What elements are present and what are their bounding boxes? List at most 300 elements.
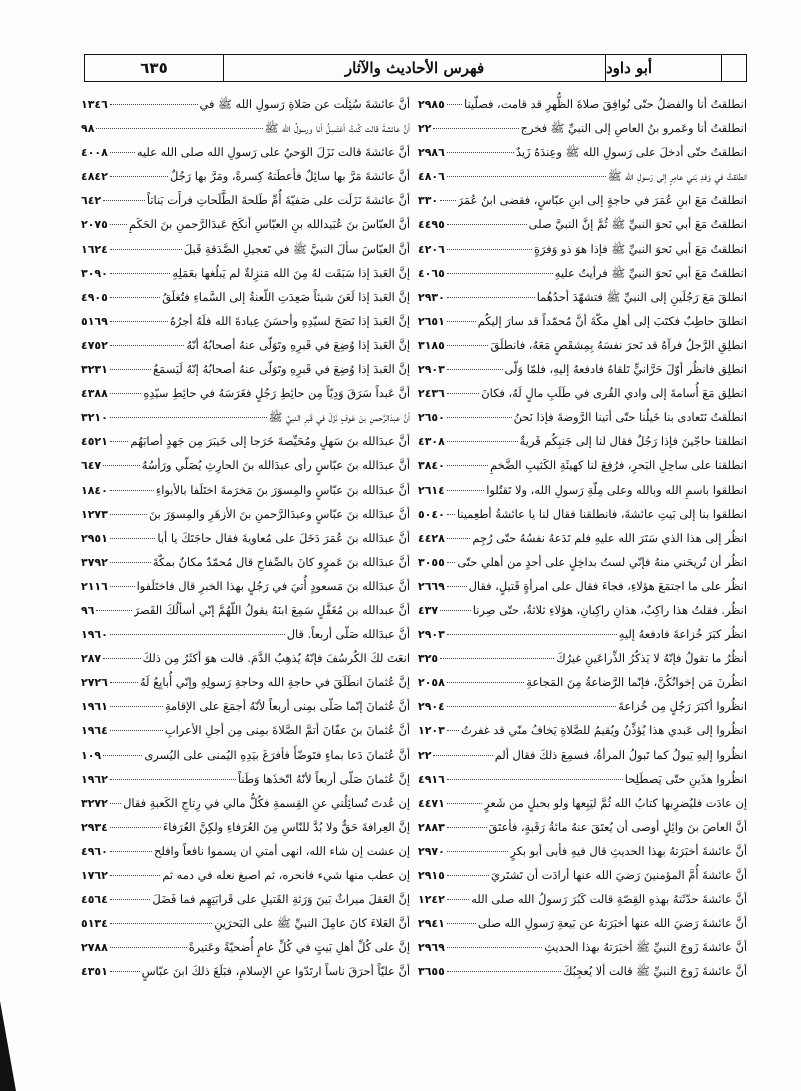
entry-text: انظُر. فقلتُ هذا راكِبٌ، هذانِ راكِبانِ، هؤلاءِ ثلاثةٌ، حتّى صِرنا [472,602,747,617]
entry-text: انطلقتُ في وَفدِ بَني عامِرٍ إلى رَسولِ الله ﷺ [607,169,747,184]
entry-leader-dots [447,465,488,466]
entry-leader-dots [103,658,140,659]
entry-text: انطلقنا حاجّينَ فإذا رَجُلٌ فقال لنا إلى جَنبِكُم قَريةٌ [519,434,747,449]
entry-leader-dots [110,586,135,587]
index-entry [418,718,747,742]
index-entry [418,767,747,791]
entry-text: أنَّ عائشةَ زَوجَ النبيِّ ﷺ أخبَرَتهُ بهذا الحديثِ [544,940,747,955]
index-entry [418,743,747,767]
index-entry [418,887,747,911]
index-entry [81,839,410,863]
index-entry [81,911,410,935]
entry-hadith-number: ٢٧٢٦ [81,676,108,690]
entry-hadith-number: ٤٥٢١ [81,435,108,449]
index-entry [418,140,747,164]
entry-leader-dots [447,538,471,539]
entry-hadith-number: ٢٩٣٤ [81,820,108,834]
index-entry [418,261,747,285]
entry-text: انظُروا إلى عَبدي هذا يُؤذِّنُ ويُقيمُ للصَّلاةِ يَخافُ منّي قد غفرتُ [460,723,747,738]
entry-leader-dots [110,947,187,948]
index-entry [81,116,410,140]
entry-text: انطلِق فانظُر أوّلَ حَرَّانيٍّ تَلقاهُ فادفعهُ إليهِ، فلمّا وَلّى [504,362,747,377]
entry-hadith-number: ٤٤٢٨ [418,531,445,545]
entry-text: أنَّ عائشةَ حدّثَتهُ بهذهِ القِصّةِ قالت كَبُرَ رَسولُ الله صلى الله [471,892,747,907]
entry-leader-dots [447,249,532,250]
index-entry [81,743,410,767]
entry-hadith-number: ٢٩٠٤ [418,700,445,714]
index-entry [418,670,747,694]
entry-leader-dots [103,200,145,201]
index-entry [418,863,747,887]
entry-hadith-number: ١٦٢٤ [81,242,108,256]
entry-text: أنَّ عبدَالله بنَ عُمَرَ دَخَلَ على مُعاويةَ فقال حاجَتَكَ يا أبا [157,530,410,545]
entry-text: أنَّ العبّاسَ بنَ عُبَيدالله بنِ العبّاسِ أنكَحَ عَبدَالرَّحمنِ بنَ الحَكَمِ [129,217,410,232]
entry-text: انطلقتُ مَعَ أبي نَحوَ النبيِّ ﷺ فرأيتُ عليهِ [554,265,747,280]
entry-leader-dots [110,176,168,177]
entry-text: انطلقوا باسمِ الله وبالله وعلى مِلّةِ رَسولِ الله، ولا تَقتُلوا [486,482,747,497]
entry-hadith-number: ٥٠٤٠ [418,507,445,521]
entry-leader-dots [440,610,471,611]
entry-text: إنَّ عُثمانَ صَلّى أربعاً لأنّهُ اتّخذَها وَطَناً [237,771,410,786]
index-entry [81,261,410,285]
entry-text: أنَّ العَلاءَ كانَ عامِلَ النبيِّ ﷺ على البَحرَينِ [214,916,410,931]
entry-hadith-number: ٢٠٧٥ [81,218,108,232]
entry-leader-dots [447,875,489,876]
entry-hadith-number: ١٧٦٢ [81,869,108,882]
entry-leader-dots [447,803,482,804]
entry-hadith-number: ٥١٣٤ [81,917,108,931]
entry-text: إن عشت إن شاء الله، انهى أمتي ان يسموا نافعاً وافلح [153,843,410,858]
entry-text: انطلقَ مَعَ رَجُلَينِ إلى النبيِّ ﷺ فتشهّدَ أحدُهُما [536,289,747,304]
index-entry [81,285,410,309]
entry-text: إن عُدتَ تُسائِلُني عنِ القِسمةِ فكُلُّ مالي في رِتاجِ الكَعبةِ فقال [123,795,410,810]
entry-hadith-number: ٢٦٥١ [418,314,445,328]
index-entry [418,116,747,140]
entry-hadith-number: ٣٠٩٠ [81,266,108,280]
index-entry [81,357,410,381]
header-edge-cell [721,55,746,81]
entry-hadith-number: ٢٩٧٠ [418,844,445,858]
index-entry [418,550,747,574]
index-entry [418,839,747,863]
index-entry [418,357,747,381]
entry-hadith-number: ٢٩٠٣ [418,363,445,377]
index-entry [418,237,747,261]
index-entry [418,815,747,839]
entry-text: أنَّ عائشةَ سُئِلَت عن صَلاةِ رَسولِ الله ﷺ في [199,97,410,111]
entry-hadith-number: ٣٢٥ [418,652,439,666]
index-entry [81,140,410,164]
entry-text: انظُروا هذَينِ حتّى يَصطَلِحا [624,771,747,786]
entry-leader-dots [110,634,285,635]
entry-leader-dots [447,971,561,972]
entry-hadith-number: ٤٠٠٨ [81,146,108,160]
entry-text: إن عادَت فليُضرِبها كتابُ الله ثُمَّ ليَبِعها ولو بحبلٍ من شَعرٍ [484,795,747,810]
entry-hadith-number: ٢٢ [418,122,432,136]
index-entry [81,92,410,116]
index-entry [418,188,747,212]
entry-leader-dots [447,321,476,322]
entry-hadith-number: ٢٢ [418,748,432,762]
entry-leader-dots [110,779,236,780]
entry-hadith-number: ٤٨٤٢ [81,170,108,184]
entry-leader-dots [440,658,554,659]
entry-leader-dots [447,152,514,153]
index-entry [81,718,410,742]
index-entry [81,212,410,236]
index-entry [418,694,747,718]
entry-leader-dots [110,851,152,852]
entry-leader-dots [447,899,469,900]
entry-leader-dots [447,586,467,587]
entry-hadith-number: ٤٧٥٢ [81,338,108,352]
entry-leader-dots [110,538,156,539]
entry-text: أنَّ عبدالله بن مُغَفَّلٍ سَمِعَ ابنَهُ يقولُ اللّهُمَّ إنّي أسألُكَ القَصرَ [133,602,410,617]
entry-leader-dots [110,273,170,274]
entry-text: انطلِقِ الرَّجلُ فرآهُ قد نَحرَ نفسَهُ بِمِشقَصٍ مَعَهُ، فانطلَقَ [490,337,747,352]
entry-leader-dots [433,128,518,129]
entry-leader-dots [110,297,160,298]
index-entry [418,526,747,550]
entry-hadith-number: ٣٨٤٠ [418,459,445,473]
entry-text: إنَّ العَبدَ إذا وُضِعَ في قَبرِهِ وتَوَلّى عنهُ أصحابُهُ إنّهُ لَيَسمَعُ [153,362,410,377]
entry-hadith-number: ١٢٠٣ [418,724,445,738]
entry-text: انطلَقتُ نَتَعادى بنا خَيلُنا حتّى أتينا الرَّوضةَ فإذا نَحنُ [513,410,747,425]
entry-leader-dots [447,923,476,924]
index-column-left [81,92,410,983]
entry-text: انطلقتُ أنا وعَمرو بنُ العاصِ إلى النبيِّ ﷺ فخرج [520,121,747,136]
index-entry [418,92,747,116]
index-entry [81,164,410,188]
entry-leader-dots [110,393,141,394]
entry-leader-dots [447,441,518,442]
entry-hadith-number: ٣٣٠ [418,194,439,208]
entry-leader-dots [447,104,462,105]
index-entry [418,502,747,526]
entry-hadith-number: ٤٣٥١ [81,965,108,979]
index-entry [418,911,747,935]
index-entry [81,188,410,212]
index-entry [418,285,747,309]
header-page-number: ٦٣٥ [140,59,168,77]
entry-hadith-number: ٤٥٦٤ [81,893,108,907]
entry-text: إنَّ على كُلِّ أهلِ بَيتٍ في كُلِّ عامٍ أُضحيّةً وعَتيرةً [188,940,410,955]
entry-text: انطلقتُ أنا والفضلُ حتّى نُوافِقَ صلاةَ الظُّهرِ قد قامت، فصلّينا [463,97,747,111]
entry-text: إنَّ العَبدَ إذا لَعَنَ شيئاً صَعِدَتِ اللّعنةُ إلى السَّماءِ فتُغلَقُ [162,289,410,304]
entry-text: انظُر إلى هذا الذي سَتَرَ الله عليهِ فلم تَدَعهُ نفسُهُ حتّى رُجِم [472,530,747,545]
index-entry [81,815,410,839]
entry-text: أنَّ عُثمانَ إنّما صَلّى بمِنى أربعاً لأنّهُ أجمَعَ على الإقامةِ [164,699,410,714]
entry-leader-dots [447,345,489,346]
entry-text: إنَّ العَقلَ ميراثٌ بَينَ وَرَثةِ القَتيلِ على قَرابَتِهِم فما فَضَلَ [152,892,410,907]
entry-leader-dots [447,393,479,394]
entry-leader-dots [447,273,553,274]
entry-leader-dots [447,224,527,225]
entry-leader-dots [110,514,147,515]
entry-text: انظُر كبَرَ خُزاعةَ فادفعهُ إليهِ [618,627,747,642]
entry-hadith-number: ٢٧٨٨ [81,941,108,955]
entry-hadith-number: ١٨٤٠ [81,483,108,497]
entry-text: انظُروا أكبَرَ رَجُلٍ مِن خُزاعةَ [618,699,747,714]
entry-leader-dots [447,779,623,780]
entry-leader-dots [440,200,456,201]
entry-leader-dots [110,562,151,563]
entry-leader-dots [447,827,487,828]
index-entry [81,502,410,526]
entry-leader-dots [447,947,542,948]
index-entry [418,959,747,983]
entry-hadith-number: ٤٤٩٥ [418,218,445,232]
entry-text: أنَّ عائشةَ قالت كُنتُ أغتَسِلُ أنا ورسولُ الله ﷺ [264,121,410,136]
entry-hadith-number: ٢٦٦٩ [418,579,445,593]
index-entry [81,333,410,357]
entry-text: أنَّ عبدَالله بنَ مَسعودٍ أُتيَ في رَجُلٍ بهذا الخبرِ قال فاختَلَفوا [136,578,410,593]
entry-hadith-number: ٢٩٠٣ [418,628,445,642]
entry-text: انطلقتُ مَعَ أبي نَحوَ النبيِّ ﷺ فإذا هوَ ذو وَفرَةٍ [534,241,747,256]
entry-leader-dots [110,441,129,442]
entry-leader-dots [447,514,455,515]
entry-text: انظُر أن تُريحَني منهُ فإنّي لستُ بداخِلٍ على أحدٍ من أهلي حتّى [457,554,747,569]
entry-hadith-number: ١٩٦٤ [81,724,108,738]
entry-leader-dots [110,345,185,346]
entry-text: أنَّ عبدَالله بنَ عبّاسٍ رأى عبدَالله بنَ الحارِثِ يُصَلّي ورَأسُهُ [141,458,410,473]
entry-hadith-number: ٢٤٣٦ [418,387,445,401]
entry-hadith-number: ٤٠٦٥ [418,266,445,280]
index-entry [81,453,410,477]
index-entry [81,526,410,550]
entry-hadith-number: ٤٣٨٨ [81,387,108,401]
entry-hadith-number: ٤٤٧١ [418,796,445,810]
entry-leader-dots [110,490,154,491]
index-entry [81,237,410,261]
entry-text: أنَّ عائشةَ مَرَّ بها سائِلٌ فأعطَتهُ كِسرةً، ومَرَّ بها رَجُلٌ [170,169,410,184]
index-entry [81,622,410,646]
entry-text: أنَّ عبدَالله بنَ عَمرٍو كانَ بالصِّفاحِ قال مُحمّدٌ مكانٌ بمكّةَ [152,554,410,569]
entry-text: أنَّ عبدَالله بنَ عبّاسٍ وعبدَالرَّحمنِ بنَ الأزهَرِ والمِسوَرَ بنَ [148,506,410,521]
index-entry [418,405,747,429]
index-entry [418,453,747,477]
index-entry [418,212,747,236]
header-book-name: أبو داود [605,55,721,81]
entry-text: انظُرنَ مَن إخوانُكُنَّ، فإنّما الرَّضاعةُ مِنَ المَجاعةِ [526,675,747,690]
entry-hadith-number: ٩٦ [81,603,95,617]
entry-hadith-number: ٩٨ [81,122,95,136]
entry-text: أنَّ عبدَالرَّحمنِ بنَ عَوفٍ نَزَلَ في قَبرِ النبيِّ ﷺ [268,410,410,425]
index-entry [81,598,410,622]
entry-text: أنَّ عُثمانَ بنَ عفّانَ أتمَّ الصَّلاةَ بمِنى مِن أجلِ الأعرابِ [164,723,410,738]
entry-hadith-number: ٣٧٩٢ [81,555,108,569]
entry-hadith-number: ٤٣٧ [418,603,439,617]
entry-leader-dots [110,321,168,322]
entry-text: إنَّ العِرافةَ حَقٌّ ولا بُدَّ للنّاسِ مِنَ العُرَفاءِ ولكِنَّ العُرَفاءَ [162,819,410,834]
entry-hadith-number: ١٢٤٢ [418,893,445,907]
index-entry [418,935,747,959]
entry-leader-dots [447,297,535,298]
entry-leader-dots [447,730,459,731]
entry-leader-dots [447,706,616,707]
entry-text: أنظُرُ ما تقولُ فإنّهُ لا يَذكُرُ الذِّراعَينِ غيرُكَ [556,651,747,666]
entry-text: انطلقتُ حتّى أدخلَ على رَسولِ الله ﷺ وعِندَهُ زَيدٌ [515,145,747,160]
entry-text: أنَّ عائشةَ نَزَلَت على صَفيّةَ أُمِّ طَلحةَ الطَّلَحاتِ فرأَت بَناتاً [146,193,410,208]
entry-leader-dots [96,128,262,129]
entry-hadith-number: ٢٩٨٦ [418,146,445,160]
index-entry [81,863,410,887]
index-entry [81,670,410,694]
entry-hadith-number: ٣٠٥٥ [418,555,445,569]
entry-hadith-number: ٢١١٦ [81,579,108,593]
entry-hadith-number: ٤٩١٦ [418,772,445,786]
entry-hadith-number: ٣٢١٠ [81,411,108,425]
entry-leader-dots [110,803,121,804]
entry-hadith-number: ٤٩٠٥ [81,290,108,304]
entry-leader-dots [103,755,142,756]
entry-text: أنَّ العاصَ بنَ وائِلٍ أوصى أن يُعتَقَ عنهُ مائةُ رَقَبةٍ، فأعتَقَ [488,819,747,834]
entry-text: أنَّ عائشةَ أخبَرَتهُ بهذا الحديثِ قال فيهِ فأبى أبو بكرٍ [510,843,747,858]
index-entry [418,478,747,502]
entry-text: أنَّ عليّاً أحرَقَ ناساً ارتَدّوا عنِ الإسلامِ، فبَلَغَ ذلكَ ابنَ عبّاسٍ [141,964,410,979]
index-entry [81,791,410,815]
entry-hadith-number: ٥١٦٩ [81,314,108,328]
entry-text: انطلقتُ مَعَ أبي نَحوَ النبيِّ ﷺ ثُمَّ إنَّ النبيَّ صلى [528,217,747,232]
entry-hadith-number: ٢٨٧ [81,652,102,666]
index-entry [81,574,410,598]
entry-text: انطلقنا على ساحِلِ البَحرِ، فرُفِعَ لنا كهيئَةِ الكَثيبِ الضَّخمِ [490,458,747,473]
index-entry [418,164,747,188]
index-entry [81,309,410,333]
header-title: فهرس الأحاديث والآثار [223,55,605,81]
entry-leader-dots [447,490,484,491]
entry-hadith-number: ١٢٧٣ [81,507,108,521]
entry-hadith-number: ٢٩٨٥ [418,98,445,111]
index-entry [418,791,747,815]
index-entry [418,381,747,405]
index-entry [81,887,410,911]
entry-text: أنَّ عائشةَ زَوجَ النبيِّ ﷺ قالت ألا يُعجِبُكَ [563,964,747,979]
entry-text: انطلقَ حاطِبٌ فكتَبَ إلى أهلِ مكّةَ أنَّ مُحمّداً قد سارَ إليكُم [477,313,747,328]
entry-hadith-number: ٤٨٠٦ [418,170,445,184]
entry-hadith-number: ٢٩٤١ [418,917,445,931]
entry-hadith-number: ٤٣٠٨ [418,435,445,449]
entry-leader-dots [96,610,131,611]
entry-hadith-number: ٢٠٥٨ [418,676,445,690]
entry-leader-dots [103,465,140,466]
entry-leader-dots [110,923,212,924]
entry-hadith-number: ٣١٨٥ [418,338,445,352]
entry-leader-dots [447,417,512,418]
entry-hadith-number: ١٩٦٢ [81,772,108,786]
entry-leader-dots [110,899,150,900]
entry-text: انعَتَ لكَ الكُرسُفَ فإنّهُ يُذهِبُ الدَّمَ. قالت هوَ أكثَرُ مِن ذلكَ [142,651,410,666]
index-entry [81,646,410,670]
index-entry [81,405,410,429]
index-entry [81,381,410,405]
entry-leader-dots [110,249,182,250]
entry-text: أنَّ عائشةَ رَضيَ الله عنها أخبَرَتهُ عن بَيعةِ رَسولِ الله صلى [477,916,747,931]
entry-text: إنَّ العَبدَ إذا نَصَحَ لسيّدِهِ وأحسَنَ عِبادةَ الله فلَهُ أجرُهُ [169,313,410,328]
entry-text: انظُر على ما اجتمَعَ هؤلاءِ، فجاءَ فقال على امرأةٍ قَتيلٍ، فقال [468,578,747,593]
entry-leader-dots [447,851,509,852]
entry-leader-dots [110,827,161,828]
entry-text: إنَّ العَبدَ إذا سَبَقَت لهُ مِنَ الله مَنزِلةٌ لم يَبلُغها بعَمَلِهِ [172,265,410,280]
entry-text: إنَّ عُثمانَ انطَلَقَ في حاجةِ الله وحاجةِ رَسولِهِ وإنّي أُبايِعُ لَهُ [139,675,410,690]
entry-hadith-number: ٢٩٦٩ [418,941,445,955]
index-entry [418,333,747,357]
entry-hadith-number: ٦٤٧ [81,459,102,473]
entry-text: أنَّ عبدَالله بنَ سَهلٍ ومُحَيِّصةَ خَرَجا إلى خَيبَرَ مِن جَهدٍ أصابَهُم [130,434,410,449]
entry-text: إن عطب منها شيء فانحره، ثم اصبغ نعله في دمه ثم [162,868,410,882]
entry-hadith-number: ٦٤٢ [81,194,102,208]
entry-hadith-number: ٤٢٠٦ [418,242,445,256]
entry-text: أنَّ عَبداً سَرَقَ وَدِيّاً مِن حائِطِ رَجُلٍ فغَرَسَهُ في حائِطِ سيّدِهِ [143,386,410,401]
index-entry [418,598,747,622]
entry-hadith-number: ٢٩٥١ [81,531,108,545]
index-entry [81,694,410,718]
entry-text: انطلِق مَعَ أُسامةَ إلى وادي القُرى في طَلَبِ مالٍ لَهُ، فكانَ [481,386,747,401]
index-entry [418,622,747,646]
entry-hadith-number: ١٩٦١ [81,700,108,714]
index-entry [418,574,747,598]
entry-leader-dots [110,417,267,418]
index-entry [81,550,410,574]
entry-text: انطلقوا بنا إلى بَيتِ عائشةَ، فانطلقنا فقال لنا يا عائشةُ أطعِمينا [456,506,747,521]
entry-leader-dots [110,224,127,225]
entry-hadith-number: ١٠٩ [81,748,102,762]
entry-leader-dots [110,682,138,683]
entry-hadith-number: ٢٦١٤ [418,483,445,497]
entry-text: أنَّ عبدَالله بنَ عبّاسٍ والمِسوَرَ بنَ مَخرَمةَ اختَلَفا بالأبواءِ [155,482,410,497]
entry-leader-dots [110,152,135,153]
entry-text: إنَّ العَبدَ إذا وُضِعَ في قَبرِهِ وتَوَلّى عنهُ أصحابُهُ أنّهُ [186,337,410,352]
entry-leader-dots [110,369,151,370]
entry-leader-dots [110,706,163,707]
entry-leader-dots [110,875,160,876]
index-entry [81,429,410,453]
entry-hadith-number: ٢٩١٥ [418,869,445,882]
entry-text: أنَّ عبدَالله صَلّى أربعاً. قال [286,627,410,642]
entry-leader-dots [110,730,163,731]
index-entry [418,646,747,670]
index-entry [418,429,747,453]
entry-text: أنَّ عُثمانَ دَعا بماءٍ فتَوضّأَ فأفرَغَ بيَدِهِ اليُمنى على اليُسرى [144,747,410,762]
entry-hadith-number: ٣٦٥٥ [418,965,445,979]
entry-hadith-number: ٤٩٦٠ [81,844,108,858]
entry-leader-dots [447,682,524,683]
index-entry [418,309,747,333]
entry-hadith-number: ٢٨٨٣ [418,820,445,834]
entry-leader-dots [447,369,503,370]
entry-hadith-number: ١٩٦٠ [81,628,108,642]
entry-text: انطلقتُ مَعَ ابنِ عُمَرَ في حاجةٍ إلى ابنِ عبّاسٍ، فقضى ابنُ عُمَرَ [457,193,747,208]
entry-leader-dots [447,562,455,563]
entry-text: أنَّ عائشةَ قالت نَزَلَ الوَحيُ على رَسولِ الله صلى الله عليه [136,145,410,160]
entry-hadith-number: ٣٢٧٢ [81,796,108,810]
entry-text: أنَّ عائشةَ أُمَّ المؤمنينَ رَضيَ الله عنها أرادَت أن تَشتَريَ [490,868,747,882]
index-entry [81,959,410,983]
entry-leader-dots [110,971,140,972]
entry-leader-dots [447,634,617,635]
entry-hadith-number: ٢٦٥٠ [418,411,445,425]
index-column-right [418,92,747,983]
entry-hadith-number: ١٣٤٦ [81,98,108,111]
entry-text: انظُروا إليهِ يَبولُ كما تَبولُ المرأةُ، فسمِعَ ذلكَ فقال ألم [494,747,747,762]
entry-leader-dots [447,176,606,177]
index-entry [81,478,410,502]
index-entry [81,767,410,791]
entry-leader-dots [110,104,198,105]
index-entry [81,935,410,959]
page-edge-mark [0,1001,16,1091]
entry-hadith-number: ٢٩٣٠ [418,290,445,304]
